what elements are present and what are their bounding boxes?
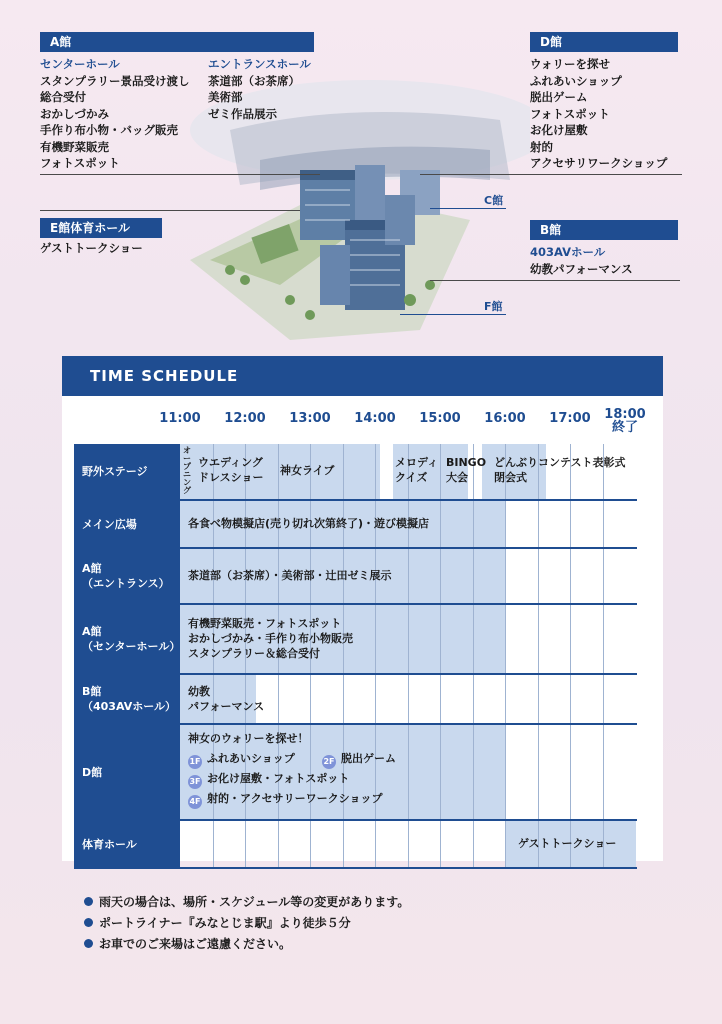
grid-line bbox=[310, 675, 311, 723]
grid-line bbox=[375, 605, 376, 673]
grid-line bbox=[505, 675, 506, 723]
list-item: 射的 bbox=[530, 139, 553, 154]
event-2f-escape bbox=[322, 751, 396, 769]
grid-line bbox=[505, 549, 506, 603]
row-label-subtext: （エントランス） bbox=[82, 577, 170, 590]
grid-line bbox=[343, 821, 344, 867]
event-wally bbox=[188, 731, 309, 746]
row-cells bbox=[180, 605, 637, 673]
list-item: 美術部 bbox=[208, 90, 243, 104]
grid-line bbox=[473, 821, 474, 867]
grid-line bbox=[440, 821, 441, 867]
grid-line bbox=[440, 675, 441, 723]
time-label: 13:00 bbox=[289, 411, 331, 426]
grid-line bbox=[538, 725, 539, 819]
row-label-subtext: （センターホール） bbox=[82, 640, 181, 653]
event-text: ドレスショー bbox=[198, 471, 264, 484]
event-3f-haunted bbox=[188, 771, 349, 789]
grid-line bbox=[245, 821, 246, 867]
table-row bbox=[74, 444, 637, 499]
event-opening bbox=[182, 447, 192, 495]
av-hall-heading: 403AVホール bbox=[530, 245, 606, 259]
end-time-label bbox=[604, 408, 645, 434]
row-cells bbox=[180, 675, 637, 723]
list-item: お化け屋敷 bbox=[530, 123, 588, 137]
event-text: お化け屋敷・フォトスポット bbox=[207, 772, 350, 785]
grid-line bbox=[408, 675, 409, 723]
event-guest-talk bbox=[518, 836, 616, 851]
grid-line bbox=[278, 444, 279, 499]
event-text: スタンプラリー＆総合受付 bbox=[188, 647, 320, 660]
row-label bbox=[74, 675, 180, 723]
list-item bbox=[84, 913, 409, 934]
row-cells bbox=[180, 725, 637, 819]
grid-line bbox=[570, 675, 571, 723]
row-label bbox=[74, 725, 180, 819]
event-text: ゲストトークショー bbox=[518, 837, 617, 850]
event-text: 閉会式 bbox=[494, 471, 527, 484]
row-cells bbox=[180, 549, 637, 603]
row-label-subtext: （403AVホール） bbox=[82, 700, 177, 713]
row-label-text: B館 bbox=[82, 685, 102, 698]
list-item: ゲストトークショー bbox=[40, 241, 143, 255]
row-label-text: A館 bbox=[82, 562, 102, 575]
grid-line bbox=[440, 549, 441, 603]
table-row bbox=[74, 501, 637, 547]
list-item: フォトスポット bbox=[530, 106, 610, 121]
d-building-list bbox=[530, 56, 667, 172]
grid-line bbox=[603, 549, 604, 603]
row-label bbox=[74, 549, 180, 603]
event-text: どんぶりコンテスト表彰式 bbox=[494, 456, 626, 469]
time-label: 16:00 bbox=[484, 411, 526, 426]
event-text: クイズ bbox=[395, 471, 428, 484]
event-text: パフォーマンス bbox=[188, 700, 265, 713]
time-label: 17:00 bbox=[549, 411, 591, 426]
time-label: 11:00 bbox=[159, 411, 201, 426]
note-text: 雨天の場合は、場所・スケジュール等の変更があります。 bbox=[99, 895, 410, 909]
grid-line bbox=[375, 675, 376, 723]
row-label bbox=[74, 821, 180, 867]
grid-line bbox=[310, 821, 311, 867]
note-text: お車でのご来場はご遠慮ください。 bbox=[99, 937, 292, 951]
a-center-hall-list bbox=[40, 56, 190, 172]
a-entrance-hall-list bbox=[208, 56, 311, 122]
grid-line bbox=[343, 444, 344, 499]
row-cells bbox=[180, 501, 637, 547]
event-text: 脱出ゲーム bbox=[341, 752, 396, 765]
grid-line bbox=[505, 501, 506, 547]
row-label bbox=[74, 501, 180, 547]
list-item: 有機野菜販売 bbox=[40, 139, 109, 154]
time-label: 15:00 bbox=[419, 411, 461, 426]
event-text: 有機野菜販売・フォトスポット bbox=[188, 617, 342, 630]
grid-line bbox=[473, 605, 474, 673]
grid-line bbox=[570, 725, 571, 819]
entrance-hall-heading: エントランスホール bbox=[208, 57, 311, 71]
event-text: プ bbox=[183, 462, 191, 471]
floor-badge: 1F bbox=[188, 755, 202, 769]
d-building-header bbox=[530, 32, 678, 52]
grid-line bbox=[473, 501, 474, 547]
row-label bbox=[74, 444, 180, 499]
list-item: スタンプラリー景品受け渡し bbox=[40, 73, 190, 88]
grid-line bbox=[603, 725, 604, 819]
notes-list bbox=[84, 892, 409, 955]
event-text: 幼教 bbox=[188, 685, 210, 698]
table-row bbox=[74, 821, 637, 867]
grid-line bbox=[440, 444, 441, 499]
a-leader-line bbox=[40, 174, 320, 175]
grid-line bbox=[603, 675, 604, 723]
event-text: BINGO bbox=[446, 456, 487, 469]
center-hall-heading: センターホール bbox=[40, 57, 120, 71]
row-label-text: A館 bbox=[82, 625, 102, 638]
e-building-header bbox=[40, 218, 162, 238]
list-item: おかしづかみ bbox=[40, 106, 109, 121]
event-text: メロディ bbox=[395, 456, 439, 469]
list-item: 総合受付 bbox=[40, 90, 86, 104]
event-text: 大会 bbox=[446, 471, 468, 484]
grid-line bbox=[408, 821, 409, 867]
grid-line bbox=[603, 605, 604, 673]
event-contest-closing bbox=[494, 455, 626, 485]
event-kindergarten-performance bbox=[188, 684, 264, 714]
a-building-header bbox=[40, 32, 314, 52]
event-text: ふれあいショップ bbox=[207, 752, 295, 765]
list-item: ゼミ作品展示 bbox=[208, 106, 277, 121]
schedule-title: TIME SCHEDULE bbox=[62, 356, 663, 396]
grid-line bbox=[473, 549, 474, 603]
note-text: ポートライナー『みなとじま駅』より徒歩５分 bbox=[99, 916, 351, 930]
row-label-text: D館 bbox=[82, 765, 103, 779]
grid-line bbox=[505, 821, 506, 867]
event-wedding-dress-show bbox=[198, 455, 263, 485]
grid-line bbox=[538, 501, 539, 547]
event-text: ウエディング bbox=[198, 456, 263, 469]
d-building-title: D館 bbox=[540, 35, 562, 49]
grid-line bbox=[570, 501, 571, 547]
table-row bbox=[74, 549, 637, 603]
event-text: ン bbox=[183, 478, 191, 487]
c-label-underline bbox=[430, 208, 506, 209]
list-item: ウォリーを探せ bbox=[530, 57, 611, 71]
event-text: 神女ライブ bbox=[280, 464, 335, 477]
list-item: 手作り布小物・バッグ販売 bbox=[40, 123, 178, 137]
floor-badge: 4F bbox=[188, 795, 202, 809]
event-text: ー bbox=[183, 454, 191, 463]
grid-line bbox=[538, 675, 539, 723]
end-label: 終了 bbox=[611, 420, 639, 435]
list-item bbox=[84, 934, 409, 955]
grid-line bbox=[343, 675, 344, 723]
grid-line bbox=[408, 549, 409, 603]
list-item: 幼教パフォーマンス bbox=[530, 261, 633, 276]
grid-line bbox=[278, 675, 279, 723]
f-building-label: F館 bbox=[484, 300, 503, 313]
time-schedule-panel bbox=[62, 356, 663, 861]
event-text: 茶道部（お茶席）・美術部・辻田ゼミ展示 bbox=[188, 569, 392, 582]
d-leader-line bbox=[420, 174, 682, 175]
grid-line bbox=[408, 605, 409, 673]
e-leader-line bbox=[40, 210, 300, 211]
e-building-list bbox=[40, 240, 143, 257]
bullet-icon bbox=[84, 918, 93, 927]
row-label-text: 体育ホール bbox=[82, 837, 137, 851]
event-4f-shooting bbox=[188, 791, 382, 809]
event-1f-shop bbox=[188, 751, 295, 769]
grid-line bbox=[473, 725, 474, 819]
grid-line bbox=[213, 821, 214, 867]
event-live bbox=[280, 463, 334, 478]
event-text: おかしづかみ・手作り布小物販売 bbox=[188, 632, 353, 645]
list-item bbox=[84, 892, 409, 913]
b-leader-line bbox=[430, 280, 680, 281]
event-food-stalls bbox=[188, 516, 429, 531]
event-text: 射的・アクセサリーワークショップ bbox=[207, 792, 383, 805]
grid-line bbox=[375, 821, 376, 867]
list-item: フォトスポット bbox=[40, 156, 120, 170]
grid-line bbox=[538, 549, 539, 603]
grid-line bbox=[603, 501, 604, 547]
list-item: 脱出ゲーム bbox=[530, 90, 588, 104]
table-row bbox=[74, 675, 637, 723]
event-text: グ bbox=[183, 486, 191, 495]
list-item: アクセサリワークショップ bbox=[530, 156, 668, 170]
c-building-label: C館 bbox=[484, 194, 504, 207]
grid-line bbox=[375, 444, 376, 499]
floor-badge: 3F bbox=[188, 775, 202, 789]
list-item: 茶道部（お茶席） bbox=[208, 73, 300, 88]
event-text: オ bbox=[183, 446, 191, 455]
list-item: ふれあいショップ bbox=[530, 73, 622, 88]
table-row bbox=[74, 725, 637, 819]
grid-line bbox=[570, 605, 571, 673]
b-building-header bbox=[530, 220, 678, 240]
row-cells bbox=[180, 444, 637, 499]
b-building-title: B館 bbox=[540, 223, 562, 237]
grid-line bbox=[505, 605, 506, 673]
time-label: 12:00 bbox=[224, 411, 266, 426]
end-time: 18:00 bbox=[604, 407, 646, 422]
grid-line bbox=[440, 501, 441, 547]
grid-line bbox=[538, 605, 539, 673]
row-divider bbox=[74, 867, 637, 869]
event-bingo bbox=[446, 455, 486, 485]
row-label bbox=[74, 605, 180, 673]
row-label-text: 野外ステージ bbox=[82, 465, 148, 478]
event-tea-art-exhibit bbox=[188, 568, 392, 583]
f-label-underline bbox=[400, 314, 506, 315]
grid-line bbox=[473, 675, 474, 723]
time-label: 14:00 bbox=[354, 411, 396, 426]
grid-line bbox=[505, 725, 506, 819]
event-melody-quiz bbox=[395, 455, 438, 485]
event-text: ニ bbox=[183, 470, 191, 479]
bullet-icon bbox=[84, 939, 93, 948]
bullet-icon bbox=[84, 897, 93, 906]
event-center-hall bbox=[188, 616, 353, 661]
a-building-title: A館 bbox=[50, 35, 72, 49]
b-building-list bbox=[530, 244, 633, 277]
grid-line bbox=[440, 725, 441, 819]
table-row bbox=[74, 605, 637, 673]
floor-badge: 2F bbox=[322, 755, 336, 769]
event-text: 神女のウォリーを探せ！ bbox=[188, 732, 309, 745]
grid-line bbox=[278, 821, 279, 867]
grid-line bbox=[408, 725, 409, 819]
grid-line bbox=[440, 605, 441, 673]
row-label-text: メイン広場 bbox=[82, 517, 137, 531]
e-building-title: E館体育ホール bbox=[50, 221, 130, 235]
row-cells bbox=[180, 821, 637, 867]
grid-line bbox=[570, 549, 571, 603]
event-text: 各食べ物模擬店(売り切れ次第終了)・遊び模擬店 bbox=[188, 517, 430, 530]
